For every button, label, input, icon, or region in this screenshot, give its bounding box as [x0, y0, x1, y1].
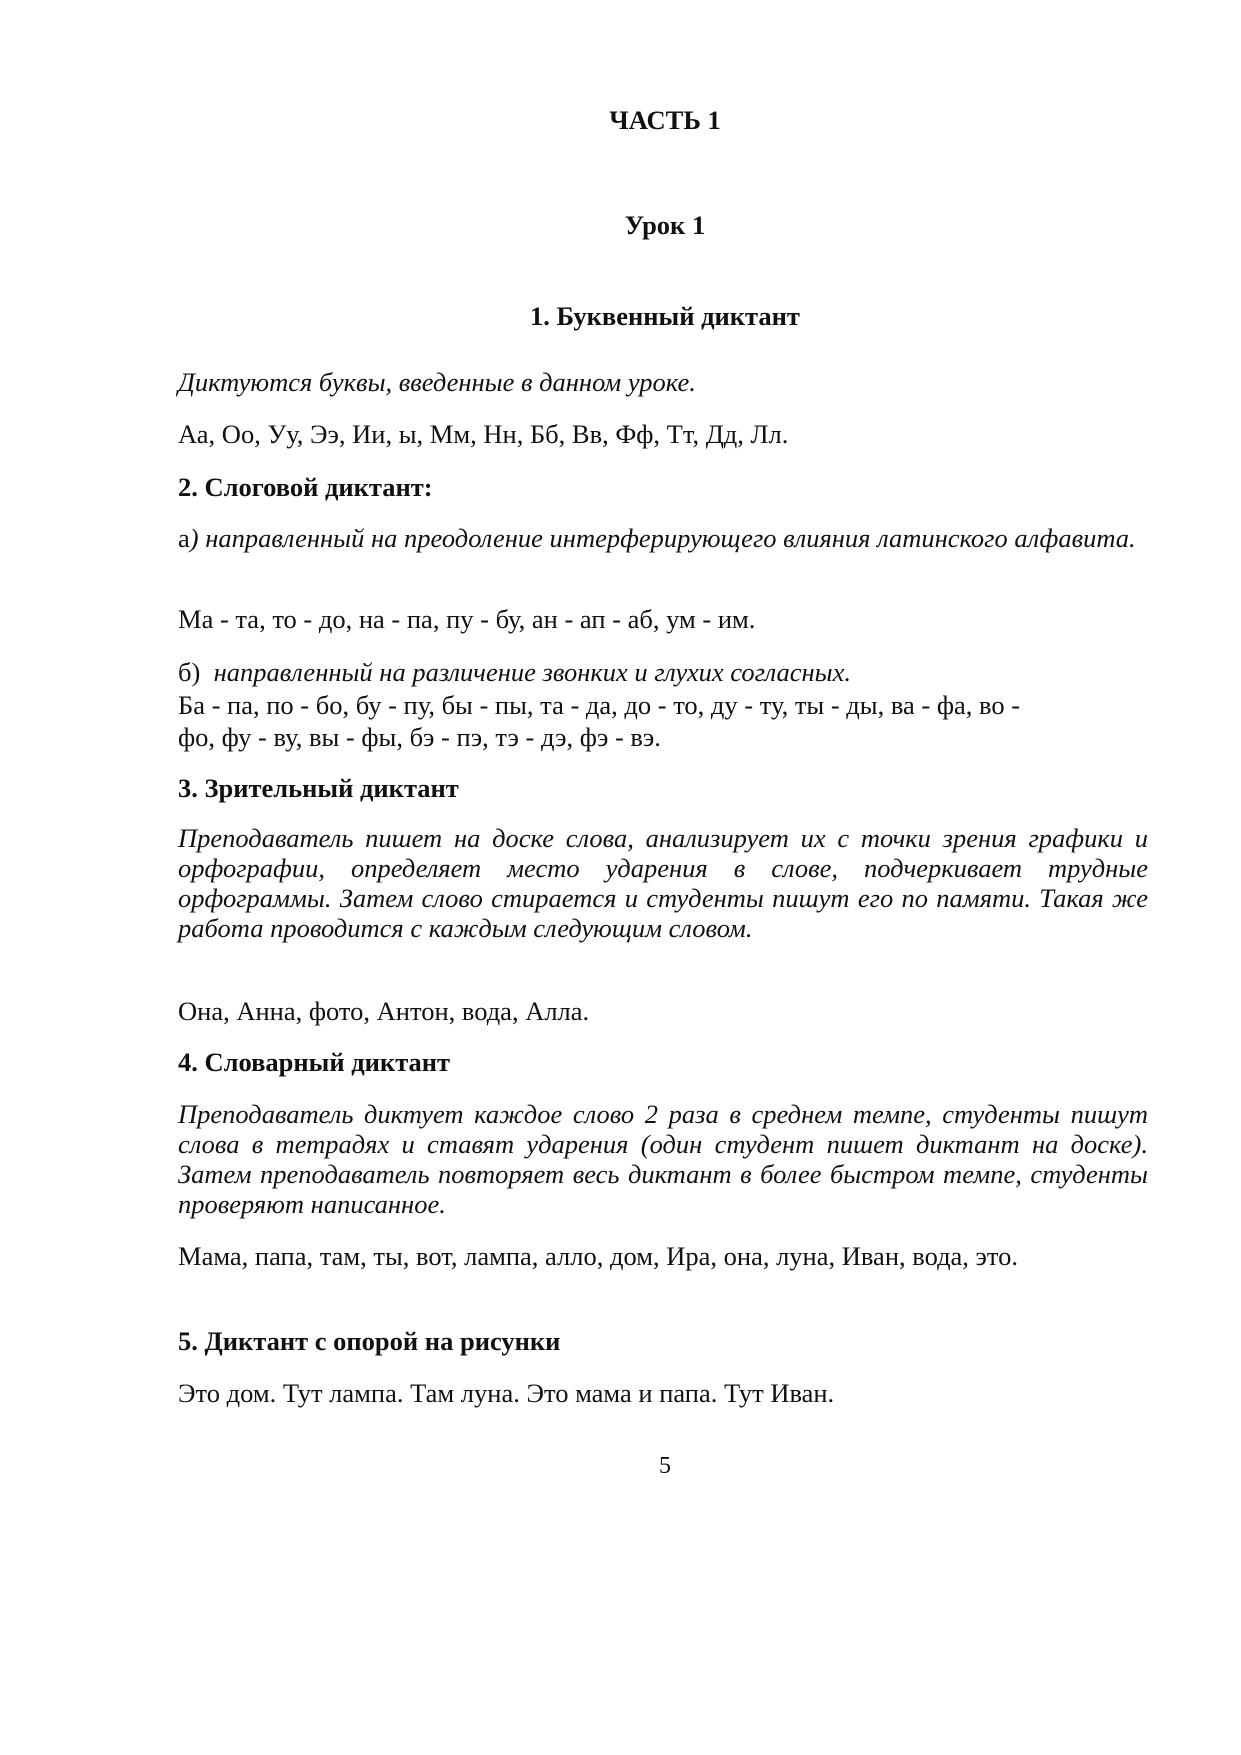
section-2a-marker: а: [178, 523, 190, 553]
section-4-instruction: Преподаватель диктует каждое слово 2 раза в среднем темпе, студенты пишут слова в тетрадях и ставят ударения (один студент пишет диктант на доске). Затем преподаватель повторяет весь диктант в более быстром темпе, студенты проверяют написанное.: [178, 1099, 1148, 1219]
section-3-content: Она, Анна, фото, Антон, вода, Алла.: [178, 996, 590, 1026]
section-2a-instruction-text: ) направленный на преодоление интерферирующего влияния латинского алфавита.: [189, 523, 1136, 553]
section-5-heading: 5. Диктант с опорой на рисунки: [178, 1326, 561, 1356]
part-title: ЧАСТЬ 1: [609, 105, 721, 135]
section-1-heading: 1. Буквенный диктант: [530, 301, 800, 331]
section-2a-content: Ма - та, то - до, на - па, пу - бу, ан - ап - аб, ум - им.: [178, 604, 756, 634]
section-2a-instruction: [178, 522, 1148, 555]
section-3-heading: 3. Зрительный диктант: [178, 773, 459, 803]
lesson-title: Урок 1: [624, 210, 706, 240]
page-number: 5: [659, 1453, 671, 1479]
section-2b-instruction-text: направленный на различение звонких и глухих согласных.: [213, 657, 852, 687]
section-5-content: Это дом. Тут лампа. Там луна. Это мама и папа. Тут Иван.: [178, 1378, 835, 1408]
section-4-heading: 4. Словарный диктант: [178, 1047, 451, 1077]
section-1-content: Аа, Оо, Уу, Ээ, Ии, ы, Мм, Нн, Бб, Вв, Фф, Тт, Дд, Лл.: [178, 419, 789, 449]
section-2b-content-line-1: Ба - па, по - бо, бу - пу, бы - пы, та - да, до - то, ду - ту, ты - ды, ва - фа, во -: [178, 690, 1021, 720]
section-2b-content-line-2: фо, фу - ву, вы - фы, бэ - пэ, тэ - дэ, фэ - вэ.: [178, 722, 661, 752]
section-3-instruction: Преподаватель пишет на доске слова, анализирует их с точки зрения графики и орфографии, определяет место ударения в слове, подчеркивает трудные орфограммы. Затем слово стирается и студенты пишут его по памяти. Такая же работа проводится с каждым следующим словом.: [178, 823, 1148, 943]
section-2-heading: 2. Слоговой диктант:: [178, 472, 433, 502]
section-1-instruction: Диктуются буквы, введенные в данном уроке.: [178, 367, 696, 397]
section-2b-instruction: [178, 656, 1148, 689]
section-4-content: Мама, папа, там, ты, вот, лампа, алло, дом, Ира, она, луна, Иван, вода, это.: [178, 1241, 1019, 1271]
section-2b-marker: б): [178, 657, 201, 687]
